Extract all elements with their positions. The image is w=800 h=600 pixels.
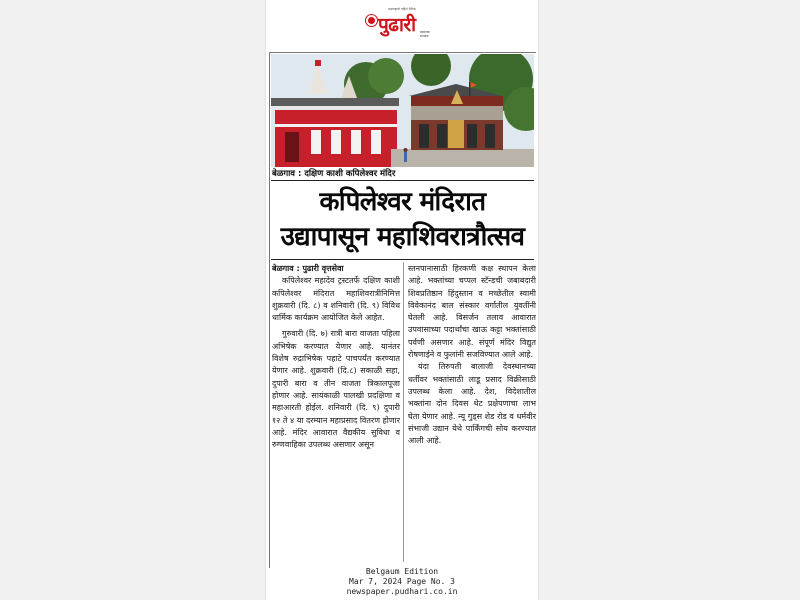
masthead-tagline-top: महाराष्ट्राचे पहिले दैनिक xyxy=(388,7,416,11)
edition-site-link[interactable]: newspaper.pudhari.co.in xyxy=(346,587,458,596)
photo-caption: बेळगाव : दक्षिण काशी कपिलेश्वर मंदिर xyxy=(272,169,396,179)
paragraph: यंदा तिरुपती बालाजी देवस्थानच्या धर्तीवर भक्तांसाठी लाडू प्रसाद विक्रीसाठी उपलब्ध केला आहे. देश, विदेशातील भक्तांना दोन दिवस थेट प्रक्षेपणाचा लाभ घेता येणार आहे. न्यू गुड्स शेड रोड व धर्मवीर संभाजी उद्यान येथे पार्किंगची सोय करण्यात आली आहे. xyxy=(408,362,536,446)
headline xyxy=(271,185,534,255)
caption-rule xyxy=(271,180,534,181)
edition-footer xyxy=(266,567,538,597)
article-column-left xyxy=(272,263,400,451)
dateline: बेळगाव : पुढारी वृत्तसेवा xyxy=(272,264,344,273)
headline-line-2: उद्यापासून महाशिवरात्रौत्सव xyxy=(280,222,525,252)
headline-line-1: कपिलेश्वर मंदिरात xyxy=(319,187,486,217)
masthead-name: पुढारी xyxy=(378,14,416,36)
masthead-tagline-bottom: संस्थापक संपादक xyxy=(420,30,430,38)
article-column-right xyxy=(408,263,536,447)
edition-date-page: Mar 7, 2024 Page No. 3 xyxy=(349,577,455,586)
paragraph: स्तनपानासाठी हिरकणी कक्ष स्थापन केला आहे. भक्तांच्या चप्पल स्टॅन्डची जबाबदारी शिवप्रतिष्ठान हिंदुस्तान व मच्छेतील स्वामी विवेकानंद बाल संस्कार वर्गातील युवतींनी घेतली आहे. विसर्जन तलाव आवारात उपवासाच्या पदार्थांचा खाऊ कट्टा भक्तांसाठी पर्वणी असणार आहे. संपूर्ण मंदिर विद्युत रोषणाईने व फुलांनी सजविण्यात आले आहे. xyxy=(408,264,536,360)
column-divider xyxy=(403,262,404,562)
masthead-logo-icon xyxy=(366,15,377,26)
paragraph: कपिलेश्वर महादेव ट्रस्टतर्फे दक्षिण काशी कपिलेश्वर मंदिरात महाशिवरात्रीनिमित्त शुक्रवारी (दि. ८) व शनिवारी (दि. ९) विविध धार्मिक कार्यक्रम आयोजित केले आहेत. xyxy=(272,276,400,323)
paragraph: गुरुवारी (दि. ७) रात्री बारा वाजता पहिला अभिषेक करण्यात येणार आहे. यानंतर विशेष रुद्राभिषेक पहाटे पाचपर्यंत करण्यात येणार आहे. शुक्रवारी (दि.८) सकाळी सहा, दुपारी बारा व तीन वाजता त्रिकालपूजा होणार आहे. सायंकाळी पालखी प्रदक्षिणा व महाआरती होईल. शनिवारी (दि. ९) दुपारी १२ ते ४ या दरम्यान महाप्रसाद वितरण होणार आहे. मंदिर आवारात वैद्यकीय सुविधा व रुग्णवाहिका उपलब्ध असणार असून xyxy=(272,329,400,450)
temple-photo xyxy=(271,54,534,167)
headline-rule xyxy=(271,259,534,260)
masthead-block xyxy=(366,7,438,37)
edition-name: Belgaum Edition xyxy=(365,567,439,576)
masthead xyxy=(266,0,538,45)
temple-illustration-icon xyxy=(271,54,534,167)
